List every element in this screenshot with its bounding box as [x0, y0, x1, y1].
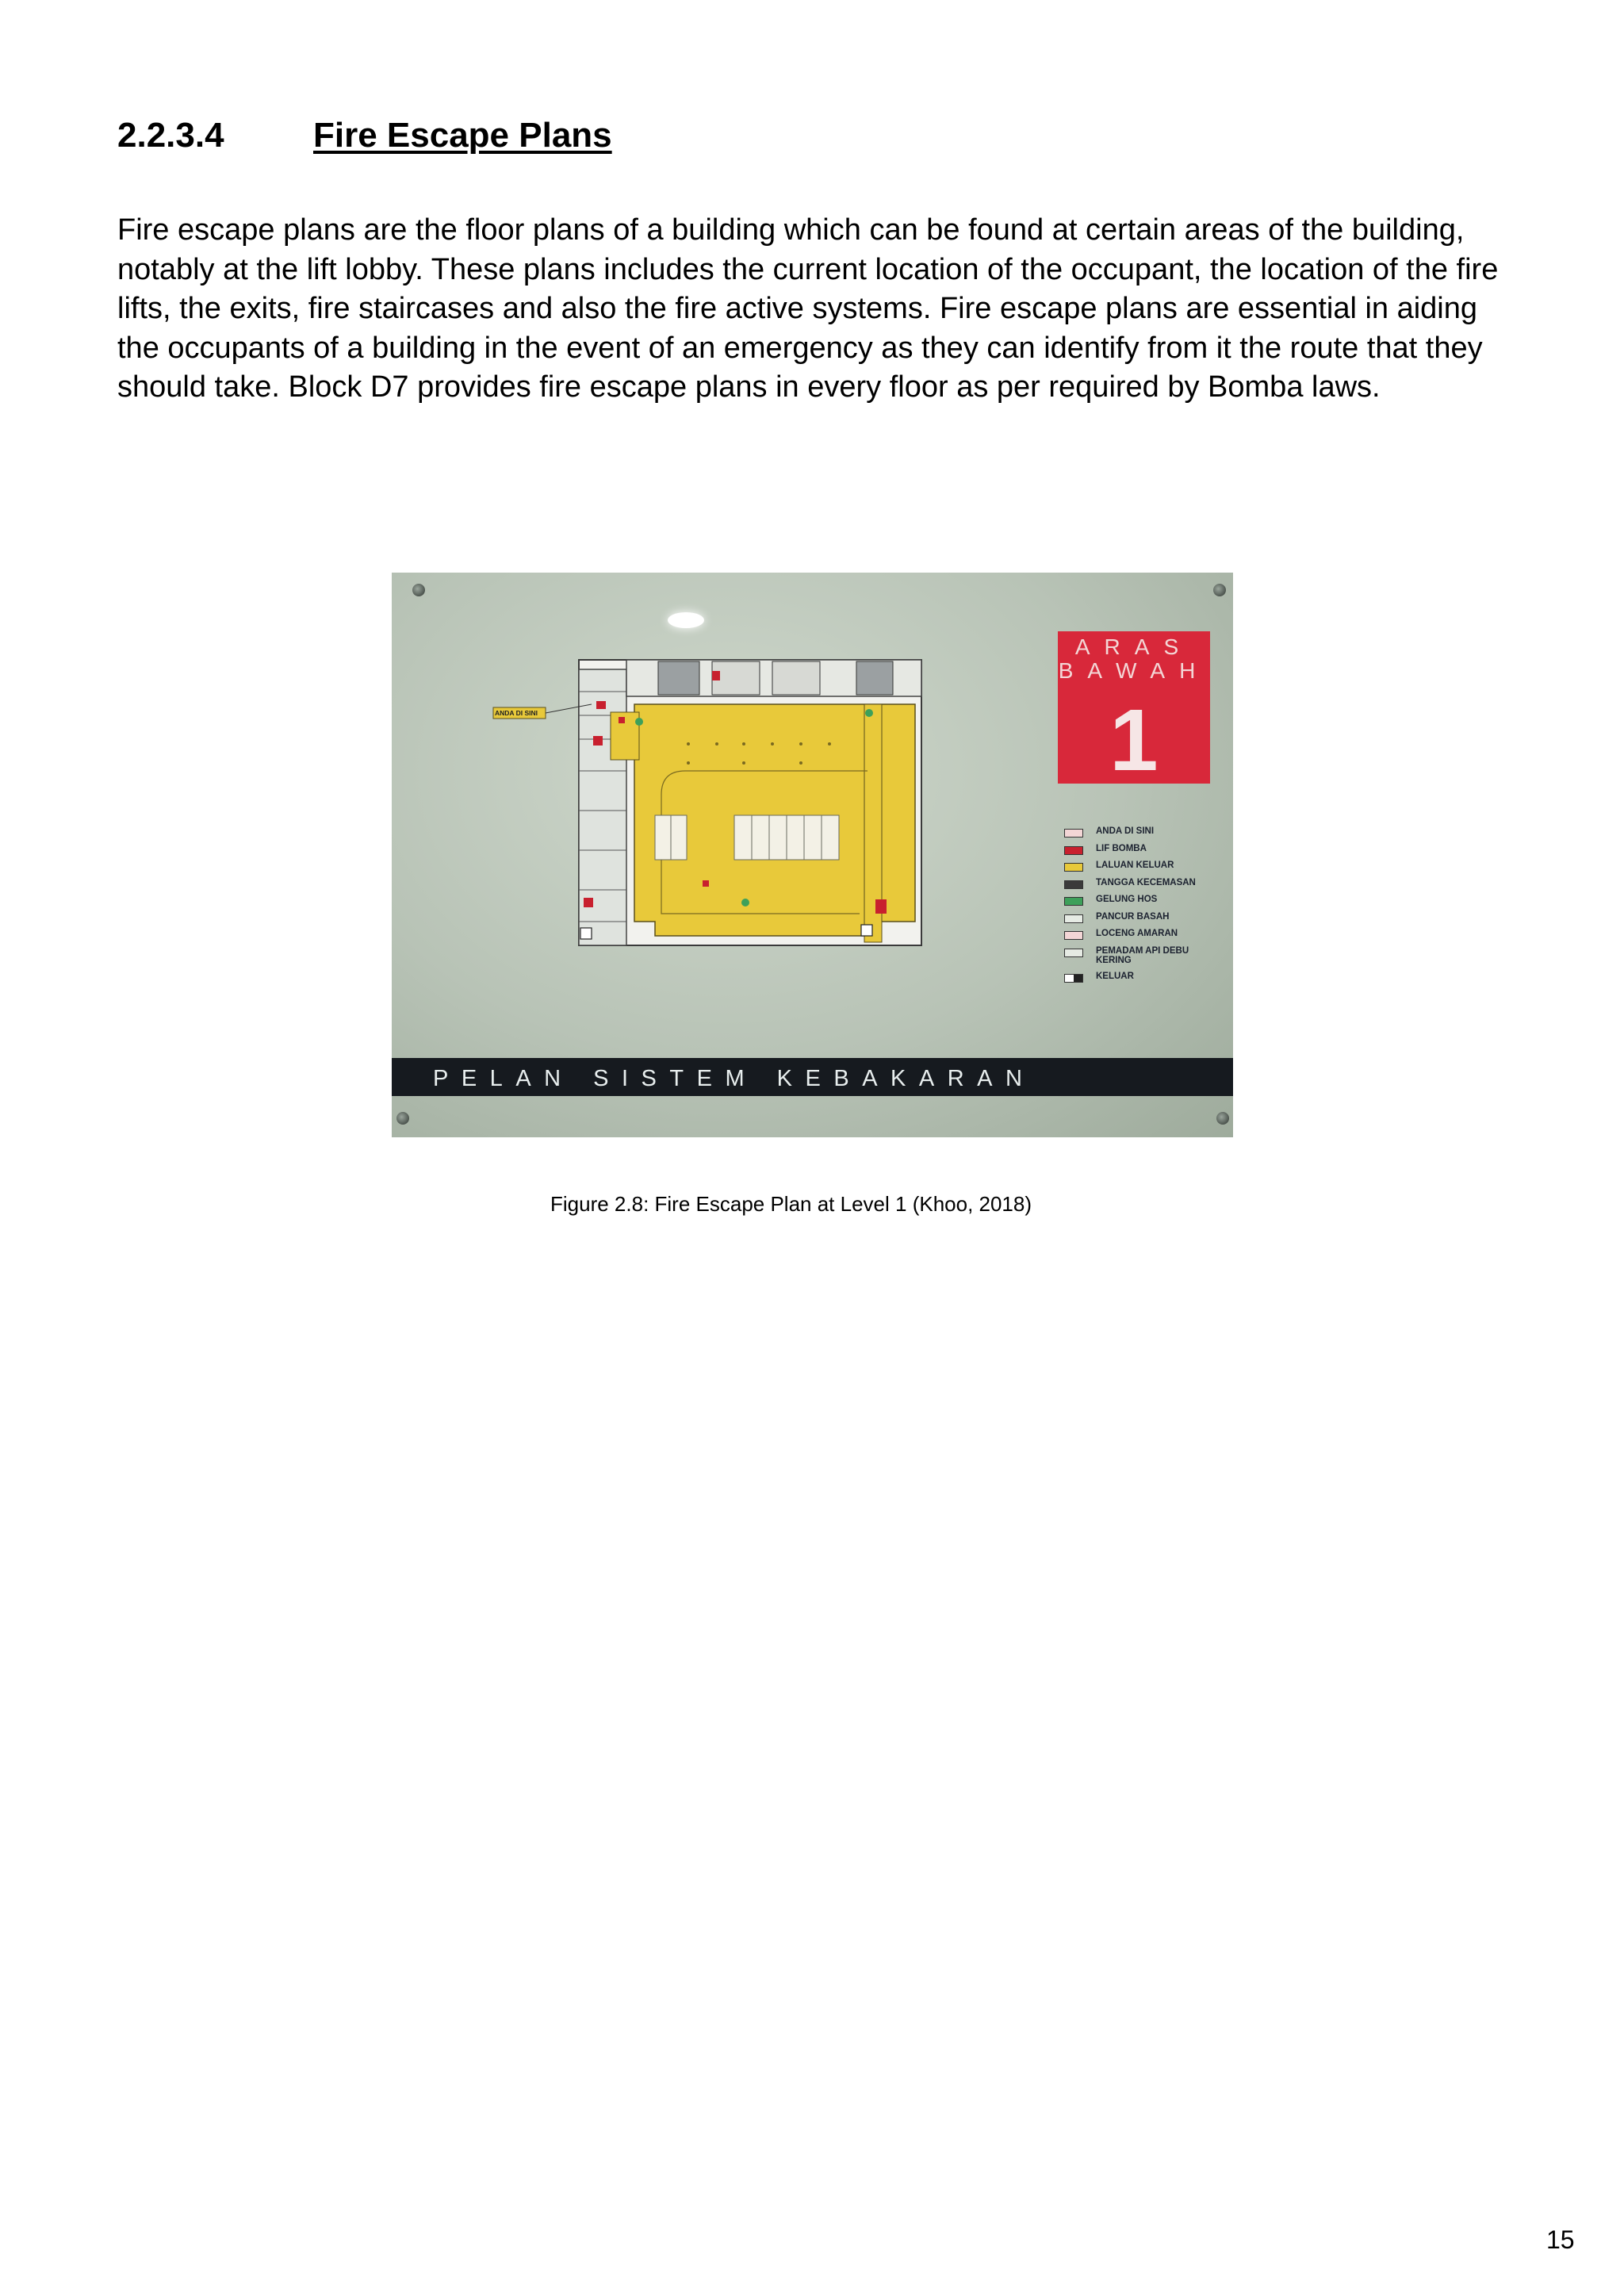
section-title: Fire Escape Plans	[313, 116, 612, 155]
plan-banner	[392, 1058, 1233, 1096]
legend-item: PANCUR BASAH	[1064, 912, 1223, 930]
section-number: 2.2.3.4	[117, 116, 224, 155]
body-paragraph: Fire escape plans are the floor plans of a building which can be found at certain areas of the building, notably at the lift lobby. These plans includes the current location of the occupant, the location of the fire lifts, the exits, fire staircases and also the fire active systems. Fire escape plans are essential in aiding the occupants of a building in the event of an emergency as they can identify from it the route that they should take. Block D7 provides fire escape plans in every floor as per required by Bomba laws.	[117, 213, 1499, 404]
legend-item: GELUNG HOS	[1064, 895, 1223, 912]
legend-item: LOCENG AMARAN	[1064, 929, 1223, 946]
you-are-here-icon	[1064, 829, 1083, 838]
figure-caption: Figure 2.8: Fire Escape Plan at Level 1 (Khoo, 2018)	[550, 1192, 1032, 1216]
wet-riser-icon	[1064, 914, 1083, 923]
floor-level-box	[1058, 631, 1210, 789]
section-heading	[117, 116, 612, 155]
dry-powder-extinguisher-icon	[1064, 949, 1083, 957]
legend-item: PEMADAM API DEBU KERING	[1064, 946, 1223, 972]
legend-item: ANDA DI SINI	[1064, 826, 1223, 844]
emergency-stairs-icon	[1064, 880, 1083, 889]
legend-item: KELUAR	[1064, 972, 1223, 989]
plan-legend	[1064, 826, 1223, 988]
floor-level-line1: ARAS	[1074, 634, 1193, 659]
fire-lift-icon	[1064, 846, 1083, 855]
exit-icon	[1064, 974, 1083, 983]
hose-reel-icon	[1064, 897, 1083, 906]
exit-route-icon	[1064, 863, 1083, 872]
page-number: 15	[1546, 2225, 1575, 2254]
floor-level-line2: BAWAH	[1058, 658, 1210, 683]
floor-level-number: 1	[1109, 692, 1159, 789]
legend-item: TANGGA KECEMASAN	[1064, 878, 1223, 895]
fire-escape-plan-photo	[392, 573, 1233, 1137]
alarm-bell-icon	[1064, 931, 1083, 940]
legend-item: LALUAN KELUAR	[1064, 861, 1223, 878]
legend-item: LIF BOMBA	[1064, 844, 1223, 861]
plan-banner-text: PELAN SISTEM KEBAKARAN	[433, 1066, 1036, 1091]
you-are-here-tag: ANDA DI SINI	[495, 709, 538, 717]
